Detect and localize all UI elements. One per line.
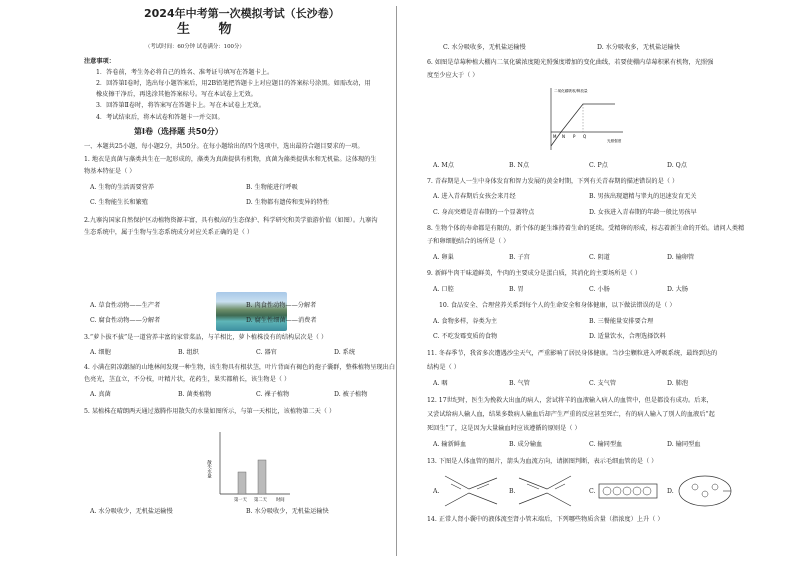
- point-label: P: [573, 134, 576, 139]
- q4-option-a: A. 真菌: [90, 391, 111, 398]
- q7-option-c: C. 身高突增是青春期的一个显著特点: [433, 209, 535, 216]
- q10-stem: 10. 食品安全、合理营养关系到每个人的生命安全和身体健康，以下做法错误的是（ ）: [439, 302, 676, 309]
- q12-stem: 12. 17世纪时，医生为挽救大出血的病人，尝试将羊的血液输入病人的血管中，但是都没有成功。后来，: [427, 397, 713, 404]
- q4-option-c: C. 裸子植物: [256, 391, 290, 398]
- q5-option-b: B. 水分吸收少，无机盐运输快: [246, 508, 329, 515]
- q5-stem: 5. 某植株在晴朗两天通过蒸腾作用散失的水量如图所示，与第一天相比，该植物第二天（ ）: [84, 408, 336, 415]
- vessel-c-diagram: [597, 478, 661, 504]
- q1-option-b: B. 生物能进行呼吸: [246, 184, 298, 191]
- note-item: 3．回答第Ⅱ卷时，将答案写在答题卡上。写在本试卷上无效。: [96, 102, 266, 109]
- q3-option-d: D. 系统: [334, 349, 356, 356]
- q3-stem: 3.“萝卜拔不拔”是一道营养丰富的家常菜品，与羊相比，萝卜植株没有的结构层次是（ ）: [84, 334, 328, 341]
- q1-option-c: C. 生物能生长和繁殖: [90, 199, 148, 206]
- q11-option-d: D. 肺泡: [667, 380, 689, 387]
- q2-option-a: A. 草食性动物——生产者: [90, 302, 161, 309]
- q5-chart-ylabel: 散失水量: [206, 460, 212, 478]
- q8-option-d: D. 输卵管: [667, 254, 695, 261]
- point-label: Q: [583, 134, 587, 139]
- q4-option-d: D. 被子植物: [334, 391, 368, 398]
- vessel-a-diagram: [443, 474, 499, 508]
- vessel-b-diagram: [517, 474, 573, 508]
- q3-option-c: C. 器官: [256, 349, 277, 356]
- q10-option-b: B. 三餐能量安排要合理: [589, 318, 654, 325]
- q6-xlabel: 光照强度: [607, 139, 622, 143]
- q2-stem: 2.九寨沟国家自然保护区动植物资源丰富，具有极高的生态保护、科学研究和美学旅游价值（如图）。九寨沟: [84, 217, 378, 224]
- q9-stem: 9. 新鲜牛肉干味道鲜美，牛肉的主要成分是蛋白质，其消化的主要场所是（ ）: [427, 270, 642, 277]
- right-column: [397, 0, 794, 562]
- q5-option-a: A. 水分吸收少，无机盐运输慢: [90, 508, 173, 515]
- section-intro: 一、本题共25小题，每小题2分，共50分。在每小题给出的四个选项中，选出最符合题目要求的一项。: [84, 143, 364, 150]
- q6-co2-chart: [537, 84, 627, 154]
- q9-option-c: C. 小肠: [589, 286, 610, 293]
- q12-option-a: A. 输新鲜血: [433, 441, 467, 448]
- q2-option-b: B. 肉食性动物——分解者: [246, 302, 317, 309]
- q12-option-c: C. 输同型血: [589, 441, 623, 448]
- q3-option-a: A. 细胞: [90, 349, 111, 356]
- q2-stem: 生态系统中，属于生物与生态系统成分对应关系正确的是（ ）: [84, 229, 254, 236]
- q6-stem: 度至少应大于（ ）: [427, 72, 479, 79]
- q8-option-a: A. 卵巢: [433, 254, 454, 261]
- q5-option-c: C. 水分吸收多，无机盐运输慢: [443, 44, 526, 51]
- q3-option-b: B. 组织: [178, 349, 199, 356]
- q12-option-d: D. 输同型血: [667, 441, 701, 448]
- q6-option-d: D. Q点: [667, 162, 687, 169]
- q14-stem: 14. 正常人肾小囊中的液体流至肾小管末端后，下列哪些物质含量（指浓度）上升（ ）: [427, 516, 664, 523]
- q8-option-c: C. 阴道: [589, 254, 610, 261]
- note-item: 1．答卷前，考生务必将自己的姓名、准考证号填写在答题卡上。: [96, 69, 274, 76]
- q10-option-d: D. 适量饮水，合理选择饮料: [589, 333, 666, 340]
- q11-option-b: B. 气管: [509, 380, 530, 387]
- subject-title: 生 物: [177, 22, 244, 37]
- bar-day2: [258, 460, 266, 494]
- exam-title: 2024年中考第一次模拟考试（长沙卷）: [144, 7, 340, 20]
- q5-option-d: D. 水分吸收多，无机盐运输快: [597, 44, 680, 51]
- note-item: 4．考试结束后，将本试卷和答题卡一并交回。: [96, 114, 224, 121]
- jiuzhaigou-lake-image: [216, 292, 287, 331]
- q9-option-a: A. 口腔: [433, 286, 454, 293]
- q2-option-c: C. 腐食性动物——分解者: [90, 317, 161, 324]
- exam-meta: （考试时间：60分钟 试卷满分：100分）: [145, 44, 245, 50]
- q13-option-b: B.: [509, 488, 516, 495]
- vessel-d-diagram: [675, 474, 735, 508]
- q8-option-b: B. 子宫: [509, 254, 530, 261]
- q10-option-a: A. 食物多样，谷类为主: [433, 318, 498, 325]
- q7-stem: 7. 青春期是人一生中身体发育和智力发展的黄金时期，下列有关青春期的描述错误的是（ ）: [427, 178, 679, 185]
- q11-stem: 11. 冬春季节，我省多次遭遇沙尘天气，严重影响了居民身体健康。当沙尘颗粒进入呼吸系统，最终到达的: [427, 350, 718, 357]
- q11-option-c: C. 支气管: [589, 380, 617, 387]
- point-label: M: [553, 134, 557, 139]
- note-item: 橡皮擦干净后，再选涂其他答案标号。写在本试卷上无效。: [96, 91, 257, 98]
- q8-stem: 8. 生物个体的寿命都是有限的，新个体的诞生维持着生命的延续。受精卵的形成，标志着新生命的开始。请问人类精: [427, 225, 745, 232]
- q5-chart-xtick: 第一天: [234, 498, 247, 503]
- q12-stem: 又尝试给病人输人血，结果多数病人输血后却产生严重的反应甚至死亡，有的病人输入了别人的血液后“起: [427, 411, 715, 418]
- q8-stem: 子和卵细胞结合的场所是（ ）: [427, 238, 510, 245]
- q4-stem: 色亮光，茎直立，不分枝，叶精片状，花药生，果实都稍长，该生物是（ ）: [84, 376, 291, 383]
- q1-stem: 物基本特征是（ ）: [84, 168, 136, 175]
- q6-option-b: B. N点: [509, 162, 530, 169]
- q7-option-d: D. 女孩进入青春期的年龄一般比男孩早: [589, 209, 697, 216]
- q13-option-c: C.: [589, 488, 596, 495]
- q5-transpiration-chart: [206, 424, 296, 506]
- q13-option-a: A.: [433, 488, 440, 495]
- q1-option-a: A. 生物的生活需要营养: [90, 184, 155, 191]
- notes-heading: 注意事项：: [84, 58, 115, 65]
- q1-stem: 1. 地衣是真菌与藻类共生在一起形成的，藻类为真菌提供有机物，真菌为藻类提供水和无机盐。这体现的生: [84, 156, 377, 163]
- bar-day1: [238, 472, 246, 494]
- section-heading: 第Ⅰ卷（选择题 共50分）: [134, 127, 223, 136]
- q7-option-b: B. 男孩出现遗精与睾丸的迅速发育无关: [589, 193, 697, 200]
- q6-stem: 6. 如图是草莓种植大棚内二氧化碳浓度随光照强度增加的变化曲线，若要使棚内草莓积累有机物，光照强: [427, 59, 714, 66]
- q11-stem: 结构是（ ）: [427, 364, 460, 371]
- q4-stem: 4. 小满在阴凉潮湿的山地林间发现一种生物，该生物具有根状茎，叶片背面有褐色的孢子囊群，整株植物呈现出白: [84, 364, 396, 371]
- q9-option-d: D. 大肠: [667, 286, 689, 293]
- q6-chart-title: 二氧化碳吸收/释放量: [554, 89, 588, 93]
- q12-stem: 死回生”了，这是因为大量输血时应该遵循的原则是（ ）: [427, 425, 581, 432]
- q5-chart-xunit: 时间: [276, 498, 285, 503]
- q7-option-a: A. 进入青春期后女孩会来月经: [433, 193, 516, 200]
- note-item: 2．回答第Ⅰ卷时，选出每小题答案后，用2B铅笔把答题卡上对应题目的答案标号涂黑。如需改动，用: [96, 80, 371, 87]
- q5-chart-xtick: 第二天: [254, 498, 267, 503]
- q13-stem: 13. 下图是人体血管的图片，箭头为血流方向，请据图判断，表示毛细血管的是（ ）: [427, 458, 658, 465]
- q11-option-a: A. 咽: [433, 380, 448, 387]
- q9-option-b: B. 胃: [509, 286, 524, 293]
- q6-option-c: C. P点: [589, 162, 608, 169]
- q2-option-d: D. 腐生性细菌——消费者: [246, 317, 317, 324]
- q1-option-d: D. 生物都有遗传和变异的特性: [246, 199, 329, 206]
- q13-option-d: D.: [667, 488, 674, 495]
- q10-option-c: C. 不吃发霉变质的食物: [433, 333, 498, 340]
- q4-option-b: B. 菌类植物: [178, 391, 212, 398]
- q6-option-a: A. M点: [433, 162, 454, 169]
- q12-option-b: B. 成分输血: [509, 441, 543, 448]
- point-label: N: [562, 134, 565, 139]
